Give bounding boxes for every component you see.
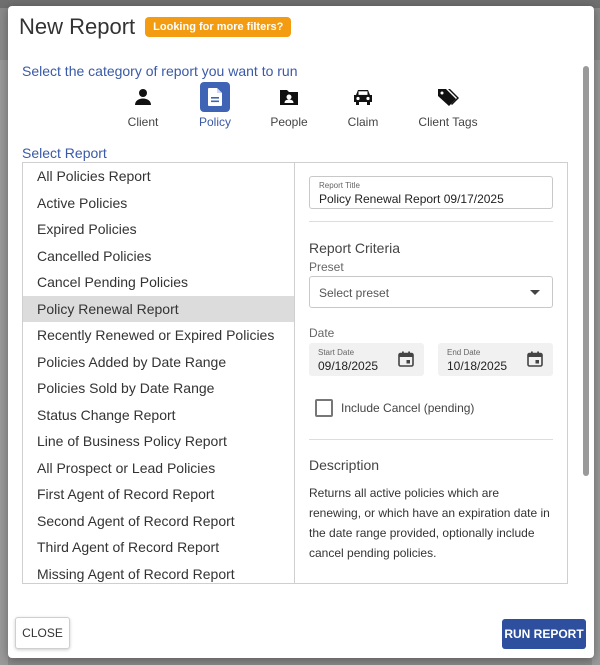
preset-select[interactable] — [309, 276, 553, 308]
report-list-item[interactable]: Third Agent of Record Report — [37, 539, 220, 555]
report-title-caption: Report Title — [319, 181, 360, 190]
divider — [309, 439, 553, 440]
end-date-field[interactable] — [438, 343, 553, 376]
report-list-item[interactable]: All Prospect or Lead Policies — [37, 459, 216, 476]
report-list-item[interactable]: Status Change Report — [37, 406, 176, 423]
background-left-edge — [0, 60, 8, 665]
report-panel — [22, 162, 568, 584]
person-icon — [108, 82, 178, 112]
category-label: People — [270, 115, 308, 129]
category-people[interactable] — [254, 82, 324, 129]
dialog-scrollbar[interactable] — [583, 66, 589, 476]
end-date-value: 10/18/2025 — [447, 359, 508, 373]
calendar-icon[interactable] — [527, 351, 543, 372]
category-label: Policy — [198, 115, 231, 129]
report-list-item[interactable]: Missing Agent of Record Report — [37, 565, 235, 582]
report-prompt: Select Report — [22, 145, 107, 161]
more-filters-badge[interactable]: Looking for more filters? — [145, 17, 291, 37]
divider — [309, 221, 553, 222]
include-cancel-checkbox[interactable] — [315, 399, 333, 417]
run-report-button[interactable]: RUN REPORT — [502, 619, 586, 649]
preset-label: Preset — [309, 260, 344, 274]
report-list-item[interactable]: Active Policies — [37, 194, 128, 211]
start-date-value: 09/18/2025 — [318, 359, 379, 373]
start-date-field[interactable] — [309, 343, 424, 376]
close-button[interactable]: CLOSE — [15, 617, 70, 649]
new-report-dialog — [8, 6, 594, 658]
category-selector — [108, 82, 488, 132]
start-date-caption: Start Date — [318, 348, 355, 357]
report-list-item[interactable]: Recently Renewed or Expired Policies — [37, 327, 275, 343]
include-cancel-label: Include Cancel (pending) — [341, 401, 475, 415]
report-list-item[interactable]: Second Agent of Record Report — [37, 512, 235, 529]
report-title-field[interactable] — [309, 176, 553, 209]
include-cancel-row[interactable] — [315, 399, 474, 417]
category-claim[interactable] — [328, 82, 398, 129]
category-label: Claim — [347, 115, 379, 129]
report-list-item[interactable]: First Agent of Record Report — [37, 486, 215, 502]
report-list-item[interactable]: Line of Business Policy Report — [37, 433, 227, 449]
date-label: Date — [309, 326, 335, 340]
report-list-item[interactable]: Policies Added by Date Range — [37, 353, 227, 370]
report-list — [23, 163, 295, 583]
description-text: Returns all active policies which are renewing, or which have an expiration date in the date range provided, optionally include cancel pending policies. — [309, 486, 550, 560]
report-list-item[interactable]: Cancelled Policies — [37, 247, 152, 264]
report-title-value: Policy Renewal Report 09/17/2025 — [319, 192, 504, 206]
dropdown-caret-icon — [530, 290, 540, 295]
report-list-item-selected[interactable]: Policy Renewal Report — [23, 296, 294, 323]
contact-card-icon — [254, 82, 324, 112]
category-client-tags[interactable] — [413, 82, 483, 129]
category-client[interactable] — [108, 82, 178, 129]
category-policy[interactable] — [180, 82, 250, 129]
preset-placeholder: Select preset — [319, 286, 390, 300]
dialog-header — [19, 14, 291, 40]
tags-icon — [413, 82, 483, 112]
calendar-icon[interactable] — [398, 351, 414, 372]
report-list-item[interactable]: All Policies Report — [37, 168, 151, 184]
report-list-item[interactable]: Policies Sold by Date Range — [37, 380, 215, 396]
dialog-title: New Report — [19, 14, 136, 39]
car-icon — [328, 82, 398, 112]
document-icon — [200, 82, 230, 112]
category-prompt: Select the category of report you want to run — [22, 63, 298, 79]
category-label: Client — [127, 115, 159, 129]
category-label: Client Tags — [418, 115, 478, 129]
description-heading: Description — [309, 457, 380, 473]
criteria-heading: Report Criteria — [309, 240, 401, 256]
report-list-item[interactable]: Cancel Pending Policies — [37, 274, 188, 290]
end-date-caption: End Date — [447, 348, 481, 357]
report-list-item[interactable]: Expired Policies — [37, 221, 137, 237]
